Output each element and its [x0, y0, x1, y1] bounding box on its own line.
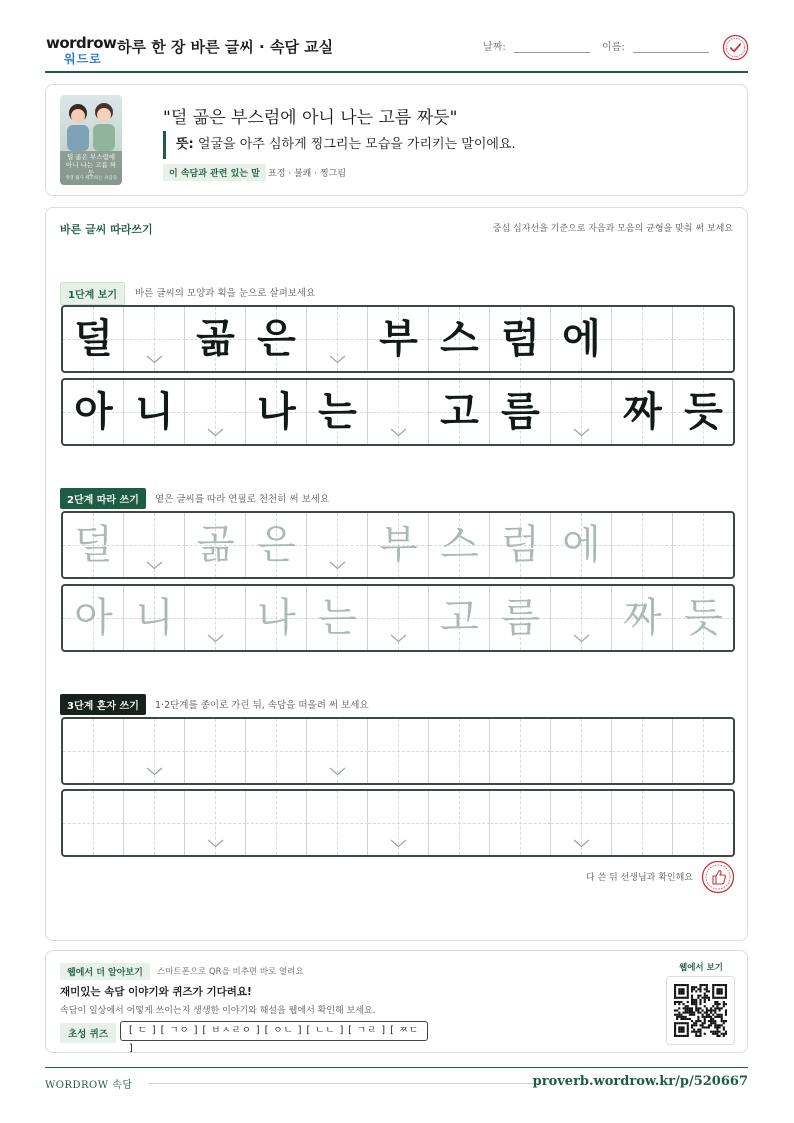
grid-cell	[307, 380, 368, 444]
grid-cell[interactable]	[368, 791, 429, 855]
meaning-text: 얼굴을 아주 심하게 찡그리는 모습을 가리키는 말이에요.	[197, 137, 516, 152]
grid-cell	[124, 307, 185, 371]
logo-text-korean: 워드로	[64, 52, 102, 66]
grid-cell[interactable]	[429, 719, 490, 783]
illustration-caption: 덜 곪은 부스럼에 아니 나는 고름 짜듯	[65, 153, 117, 177]
space-mark-icon	[390, 634, 407, 643]
grid-cell[interactable]	[673, 586, 734, 650]
grid-cell[interactable]	[551, 586, 612, 650]
grid-cell[interactable]	[185, 586, 246, 650]
model-glyph: 듯	[684, 389, 723, 435]
trace-glyph: 은	[257, 522, 296, 568]
logo-text-latin: wordrow	[46, 34, 117, 52]
trace-glyph: 곪	[196, 522, 235, 568]
step-1-label: 1단계 보기	[60, 282, 125, 305]
step-3-desc: 1·2단계를 종이로 가린 뒤, 속담을 떠올려 써 보세요	[155, 700, 369, 711]
grid-cell	[63, 380, 124, 444]
model-glyph: 는	[318, 389, 357, 435]
step-3-label: 3단계 혼자 쓰기	[60, 694, 146, 715]
grid-cell	[673, 380, 734, 444]
model-glyph: 나	[257, 389, 296, 435]
writing-row[interactable]	[61, 511, 735, 579]
grid-cell	[429, 307, 490, 371]
space-mark-icon	[573, 428, 590, 437]
grid-cell[interactable]	[124, 719, 185, 783]
grid-cell[interactable]	[124, 791, 185, 855]
space-mark-icon	[207, 428, 224, 437]
grid-cell[interactable]	[551, 791, 612, 855]
web-more-title: 재미있는 속담 이야기와 퀴즈가 기다려요!	[60, 986, 252, 998]
practice-section	[45, 207, 748, 941]
grid-cell[interactable]	[490, 513, 551, 577]
trace-glyph: 에	[562, 522, 601, 568]
model-glyph: 짜	[623, 389, 662, 435]
web-more-desc: 속담이 일상에서 어떻게 쓰이는지 생생한 이야기와 해설을 웹에서 확인해 보세요.	[60, 1006, 376, 1016]
model-glyph: 덜	[74, 316, 113, 362]
footer-brand: WORDROW 속담	[45, 1080, 133, 1091]
space-mark-icon	[207, 839, 224, 848]
trace-glyph: 스	[440, 522, 479, 568]
writing-row	[61, 305, 735, 373]
web-more-badge: 웹에서 더 알아보기	[60, 963, 150, 980]
grid-cell	[124, 380, 185, 444]
trace-glyph: 는	[318, 595, 357, 641]
grid-cell[interactable]	[185, 513, 246, 577]
related-words: 표정 · 불쾌 · 찡그림	[268, 169, 347, 179]
model-glyph: 에	[562, 316, 601, 362]
space-mark-icon	[329, 561, 346, 570]
model-glyph: 부	[379, 316, 418, 362]
web-more-sub: 스마트폰으로 QR을 비추면 바로 열려요	[157, 967, 304, 977]
grid-cell[interactable]	[673, 513, 734, 577]
grid-cell	[490, 380, 551, 444]
name-label: 이름:	[602, 42, 625, 53]
step-1-desc: 바른 글씨의 모양과 획을 눈으로 살펴보세요	[135, 288, 316, 299]
illustration-footer: 생생 웹사 체조하는 속담을	[64, 176, 118, 181]
grid-cell[interactable]	[368, 513, 429, 577]
grid-cell[interactable]	[246, 791, 307, 855]
model-glyph: 곪	[196, 316, 235, 362]
grid-cell[interactable]	[551, 719, 612, 783]
meaning-label: 뜻:	[176, 137, 194, 152]
name-line[interactable]	[633, 43, 709, 53]
related-words-badge: 이 속담과 관련 있는 말	[163, 164, 266, 181]
trace-glyph: 고	[440, 595, 479, 641]
space-mark-icon	[390, 839, 407, 848]
model-glyph: 스	[440, 316, 479, 362]
grid-cell[interactable]	[124, 586, 185, 650]
space-mark-icon	[390, 428, 407, 437]
grid-cell[interactable]	[612, 586, 673, 650]
space-mark-icon	[329, 767, 346, 776]
grid-cell	[551, 307, 612, 371]
grid-cell[interactable]	[307, 719, 368, 783]
page-header	[45, 30, 748, 73]
date-field[interactable]	[483, 38, 590, 53]
grid-cell[interactable]	[368, 586, 429, 650]
grid-cell[interactable]	[673, 791, 734, 855]
teacher-check-note: 다 쓴 뒤 선생님과 확인해요	[585, 873, 693, 883]
space-mark-icon	[573, 839, 590, 848]
grid-cell	[429, 380, 490, 444]
grid-cell	[368, 380, 429, 444]
grid-cell[interactable]	[246, 719, 307, 783]
qr-code[interactable]	[666, 976, 735, 1045]
name-field[interactable]	[602, 38, 709, 53]
trace-glyph: 덜	[74, 522, 113, 568]
space-mark-icon	[146, 767, 163, 776]
step-2-label: 2단계 따라 쓰기	[60, 488, 146, 509]
grid-cell[interactable]	[246, 513, 307, 577]
date-label: 날짜:	[483, 42, 506, 53]
space-mark-icon	[573, 634, 590, 643]
grid-cell[interactable]	[490, 586, 551, 650]
web-more-card	[45, 950, 748, 1053]
grid-cell[interactable]	[551, 513, 612, 577]
grid-cell[interactable]	[307, 513, 368, 577]
grid-cell[interactable]	[63, 513, 124, 577]
wordrow-logo	[45, 34, 117, 66]
grid-cell	[612, 380, 673, 444]
writing-row[interactable]	[61, 717, 735, 785]
writing-row[interactable]	[61, 584, 735, 652]
writing-row	[61, 378, 735, 446]
grid-cell	[673, 307, 734, 371]
trace-glyph: 아	[74, 595, 113, 641]
proverb-title: "덜 곪은 부스럼에 아니 나는 고름 짜듯"	[163, 108, 458, 128]
grid-cell	[490, 307, 551, 371]
grid-cell[interactable]	[307, 791, 368, 855]
meaning-block	[163, 131, 516, 159]
trace-glyph: 부	[379, 522, 418, 568]
footer-rule	[148, 1083, 538, 1084]
trace-glyph: 짜	[623, 595, 662, 641]
practice-title: 바른 글씨 따라쓰기	[60, 223, 153, 236]
approval-stamp-icon	[722, 34, 749, 61]
model-glyph: 름	[501, 389, 540, 435]
grid-cell[interactable]	[673, 719, 734, 783]
trace-glyph: 름	[501, 595, 540, 641]
step-2-desc: 옅은 글씨를 따라 연필로 천천히 써 보세요	[155, 494, 330, 505]
model-glyph: 럼	[501, 316, 540, 362]
footer-url[interactable]: proverb.wordrow.kr/p/520667	[532, 1074, 748, 1089]
thumbs-up-stamp-icon	[701, 860, 735, 894]
grid-cell	[368, 307, 429, 371]
grid-cell	[63, 307, 124, 371]
grid-cell[interactable]	[612, 513, 673, 577]
trace-glyph: 니	[135, 595, 174, 641]
model-glyph: 니	[135, 389, 174, 435]
meaning-card	[45, 84, 748, 196]
grid-cell[interactable]	[246, 586, 307, 650]
grid-cell[interactable]	[185, 791, 246, 855]
trace-glyph: 듯	[684, 595, 723, 641]
practice-hint: 중심 십자선을 기준으로 자음과 모음의 균형을 맞춰 써 보세요	[492, 224, 733, 234]
grid-cell[interactable]	[429, 513, 490, 577]
grid-cell	[551, 380, 612, 444]
grid-cell	[185, 380, 246, 444]
grid-cell	[246, 307, 307, 371]
space-mark-icon	[146, 355, 163, 364]
grid-cell[interactable]	[307, 586, 368, 650]
grid-cell[interactable]	[612, 791, 673, 855]
model-glyph: 은	[257, 316, 296, 362]
space-mark-icon	[207, 634, 224, 643]
grid-cell[interactable]	[63, 586, 124, 650]
chosung-quiz-box: [ ㄷ ] [ ㄱㅇ ] [ ㅂㅅㄹㅇ ] [ ㅇㄴ ] [ ㄴㄴ ] [ ㄱㄹ ] [ ㅉㄷ ]	[120, 1021, 428, 1041]
date-line[interactable]	[514, 43, 590, 53]
grid-cell[interactable]	[63, 791, 124, 855]
space-mark-icon	[329, 355, 346, 364]
model-glyph: 아	[74, 389, 113, 435]
grid-cell[interactable]	[429, 586, 490, 650]
grid-cell[interactable]	[612, 719, 673, 783]
footer-divider	[45, 1067, 748, 1068]
grid-cell[interactable]	[429, 791, 490, 855]
model-glyph: 고	[440, 389, 479, 435]
qr-code-icon[interactable]	[674, 984, 727, 1037]
writing-row[interactable]	[61, 789, 735, 857]
space-mark-icon	[146, 561, 163, 570]
trace-glyph: 럼	[501, 522, 540, 568]
page-title: 하루 한 장 바른 글씨 · 속담 교실	[117, 38, 334, 56]
chosung-quiz-label: 초성 퀴즈	[60, 1023, 116, 1043]
grid-cell	[612, 307, 673, 371]
grid-cell[interactable]	[490, 719, 551, 783]
grid-cell[interactable]	[490, 791, 551, 855]
grid-cell[interactable]	[63, 719, 124, 783]
grid-cell	[246, 380, 307, 444]
grid-cell[interactable]	[185, 719, 246, 783]
qr-label: 웹에서 보기	[679, 963, 724, 973]
grid-cell[interactable]	[124, 513, 185, 577]
proverb-illustration	[60, 95, 122, 185]
trace-glyph: 나	[257, 595, 296, 641]
grid-cell	[307, 307, 368, 371]
grid-cell	[185, 307, 246, 371]
grid-cell[interactable]	[368, 719, 429, 783]
